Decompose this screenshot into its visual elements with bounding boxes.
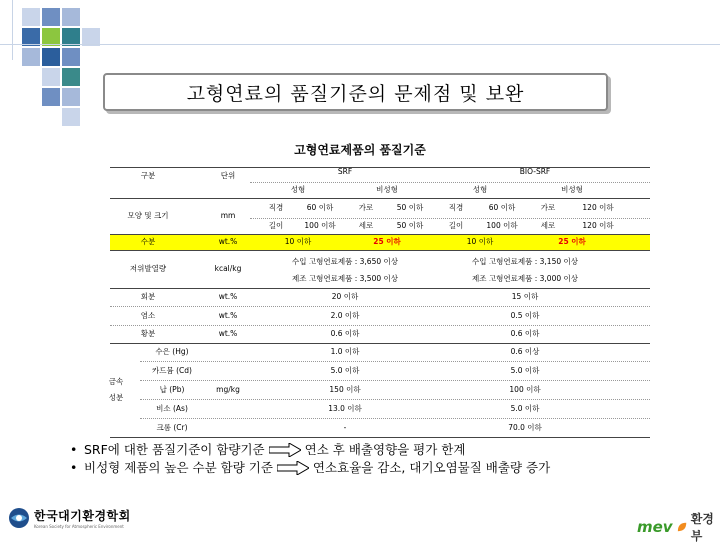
size-unit: mm <box>220 211 236 220</box>
leaf-icon <box>677 521 687 533</box>
heat-unit: kcal/kg <box>214 264 242 273</box>
org-subname: Korean Society for Atmospheric Environment <box>34 524 124 529</box>
bullet-2-right: 연소효율을 감소, 대기오염물질 배출량 증가 <box>312 460 551 475</box>
water-label: 수분 <box>140 237 156 246</box>
pb-bio: 100 이하 <box>509 385 541 394</box>
cl-bio: 0.5 이하 <box>510 311 540 320</box>
bio-diameter-label: 직경 <box>448 203 464 212</box>
heat-bottom-rule <box>110 288 650 289</box>
cd-bio: 5.0 이하 <box>510 366 540 375</box>
srf-width-value: 50 이하 <box>396 203 424 212</box>
table-top-rule <box>110 167 650 168</box>
size-mid-rule <box>250 218 650 219</box>
cd-label: 카드뮴 (Cd) <box>152 366 192 375</box>
header-bottom-rule <box>110 198 650 199</box>
bullet-1-left: SRF에 대한 품질기준이 함량기준 <box>84 442 265 457</box>
heat-bio-import: 수입 고형연료제품 : 3,150 이상 <box>472 257 578 266</box>
water-unit: wt.% <box>218 237 238 246</box>
heat-bio-domestic: 제조 고형연료제품 : 3,000 이상 <box>472 274 578 283</box>
corner-tiles-graphic <box>0 0 120 140</box>
bullet-item-2 <box>70 459 550 477</box>
bio-diameter-value: 60 이하 <box>488 203 516 212</box>
ash-unit: wt.% <box>218 292 238 301</box>
ash-label: 회분 <box>140 292 156 301</box>
header-rule <box>0 44 720 45</box>
hg-srf: 1.0 이하 <box>330 347 360 356</box>
table-caption: 고형연료제품의 품질기준 <box>294 143 426 157</box>
srf-width-label: 가로 <box>358 203 374 212</box>
ministry-logo <box>637 510 720 544</box>
bio-width-label: 가로 <box>540 203 556 212</box>
size-label: 모양 및 크기 <box>127 211 169 220</box>
water-bio-b: 25 이하 <box>558 237 586 246</box>
metal-label-1: 금속 <box>108 377 124 386</box>
cd-bottom-rule <box>140 380 650 381</box>
srf-height-label: 세로 <box>358 221 374 230</box>
cl-srf: 2.0 이하 <box>330 311 360 320</box>
bullet-item-1 <box>70 441 550 459</box>
header-sub-rule <box>250 182 650 183</box>
as-label: 비소 (As) <box>156 404 188 413</box>
cd-srf: 5.0 이하 <box>330 366 360 375</box>
me-logo-text: mev <box>637 518 673 536</box>
bullet-2-left: 비성형 제품의 높은 수분 함량 기준 <box>84 460 273 475</box>
s-bio: 0.6 이하 <box>510 329 540 338</box>
bio-width-value: 120 이하 <box>582 203 614 212</box>
header-srf-bisung: 비성형 <box>376 185 398 194</box>
hg-bottom-rule <box>140 361 650 362</box>
hg-bio: 0.6 이상 <box>510 347 540 356</box>
header-unit: 단위 <box>220 171 236 180</box>
ash-srf: 20 이하 <box>331 292 359 301</box>
heat-srf-import: 수입 고형연료제품 : 3,650 이상 <box>292 257 398 266</box>
cl-unit: wt.% <box>218 311 238 320</box>
heat-srf-domestic: 제조 고형연료제품 : 3,500 이상 <box>292 274 398 283</box>
cl-bottom-rule <box>110 325 650 326</box>
hg-label: 수은 (Hg) <box>155 347 189 356</box>
left-vertical-rule <box>12 0 13 60</box>
header-srf-sung: 성형 <box>290 185 306 194</box>
s-srf: 0.6 이하 <box>330 329 360 338</box>
bullet-dot-icon: • <box>70 442 78 457</box>
srf-diameter-value: 60 이하 <box>306 203 334 212</box>
right-arrow-icon <box>277 461 309 475</box>
water-srf-b: 25 이하 <box>373 237 401 246</box>
pb-srf: 150 이하 <box>329 385 361 394</box>
bullet-1-right: 연소 후 배출영향을 평가 한계 <box>304 442 466 457</box>
page-title-text: 고형연료의 품질기준의 문제점 및 보완 <box>186 82 525 105</box>
srf-length-value: 100 이하 <box>304 221 336 230</box>
bio-height-label: 세로 <box>540 221 556 230</box>
page-title <box>103 73 608 111</box>
metal-label-2: 성분 <box>108 393 124 402</box>
srf-length-label: 길이 <box>268 221 284 230</box>
s-unit: wt.% <box>218 329 238 338</box>
pb-label: 납 (Pb) <box>159 385 185 394</box>
org-logo <box>8 507 131 529</box>
header-bio-srf: BIO-SRF <box>519 167 551 176</box>
srf-diameter-label: 직경 <box>268 203 284 212</box>
header-bio-bisung: 비성형 <box>561 185 583 194</box>
org-name: 한국대기환경학회 <box>34 509 131 523</box>
header-bio-sung: 성형 <box>472 185 488 194</box>
water-srf-a: 10 이하 <box>284 237 312 246</box>
as-srf: 13.0 이하 <box>328 404 362 413</box>
ash-bio: 15 이하 <box>511 292 539 301</box>
pb-bottom-rule <box>140 399 650 400</box>
right-arrow-icon <box>269 443 301 457</box>
bio-length-value: 100 이하 <box>486 221 518 230</box>
size-bottom-rule <box>110 234 650 235</box>
header-srf: SRF <box>337 167 353 176</box>
ash-bottom-rule <box>110 306 650 307</box>
as-bio: 5.0 이하 <box>510 404 540 413</box>
cr-bio: 70.0 이하 <box>508 423 542 432</box>
s-label: 황분 <box>140 329 156 338</box>
heat-label: 저위발열량 <box>129 264 167 273</box>
bio-height-value: 120 이하 <box>582 221 614 230</box>
water-bio-a: 10 이하 <box>466 237 494 246</box>
globe-icon <box>8 507 30 529</box>
bullet-dot-icon: • <box>70 460 78 475</box>
as-bottom-rule <box>140 418 650 419</box>
srf-height-value: 50 이하 <box>396 221 424 230</box>
cr-label: 크롬 (Cr) <box>156 423 188 432</box>
header-gubun: 구분 <box>140 171 156 180</box>
table-bottom-rule <box>110 437 650 438</box>
cr-srf: - <box>343 423 347 432</box>
metal-unit: mg/kg <box>216 385 240 394</box>
cl-label: 염소 <box>140 311 156 320</box>
ministry-name: 환경부 <box>690 512 714 543</box>
bio-length-label: 길이 <box>448 221 464 230</box>
s-bottom-rule <box>110 343 650 344</box>
bullet-list <box>70 441 550 477</box>
water-bottom-rule <box>110 250 650 251</box>
